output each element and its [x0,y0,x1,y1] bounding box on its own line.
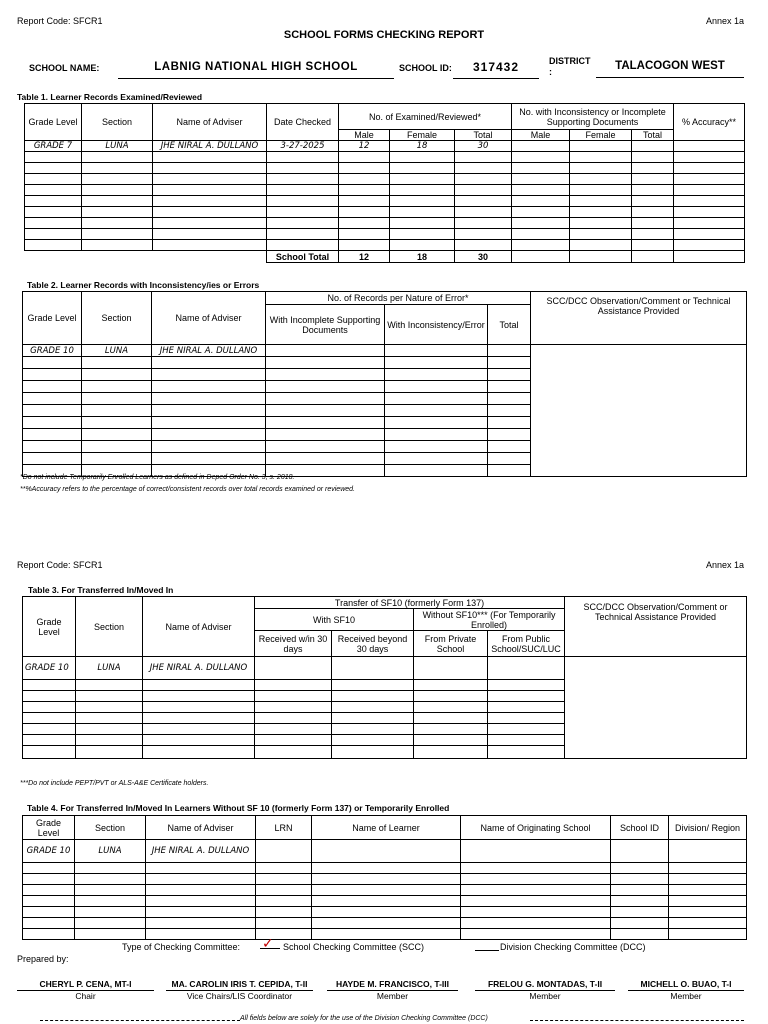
t2-section: LUNA [82,345,152,357]
footer-divider-right [530,1020,744,1021]
t3-grade: GRADE 10 [23,657,76,680]
dcc-label: Division Checking Committee (DCC) [500,942,646,952]
t4-h-origin: Name of Originating School [461,816,611,840]
page-title: SCHOOL FORMS CHECKING REPORT [283,29,485,41]
t1-h-date: Date Checked [267,104,339,141]
table4 [22,815,747,940]
t1-h-inconsistency: No. with Inconsistency or Incomplete Supporting Documents [512,104,674,130]
t1-st-female: 18 [390,251,455,263]
note-pept: ***Do not include PEPT/PVT or ALS-A&E Certificate holders. [20,780,209,787]
t2-h-total: Total [488,305,531,345]
t3-h-grade: Grade Level [23,597,76,657]
t3-h-private: From Private School [414,631,488,657]
signatory-name: MA. CAROLIN IRIS T. CEPIDA, T-II [166,979,313,991]
t2-h-incomplete: With Incomplete Supporting Documents [266,305,385,345]
t1-h-grade: Grade Level [25,104,82,141]
t1-h-section: Section [82,104,153,141]
t3-h-transfer: Transfer of SF10 (formerly Form 137) [255,597,565,609]
signatory-name: MICHELL O. BUAO, T-I [628,979,744,991]
district-value: TALACOGON WEST [596,56,744,78]
table-row [23,840,747,863]
t2-h-grade: Grade Level [23,292,82,345]
t1-date: 3-27-2025 [267,141,339,152]
note-accuracy: **%Accuracy refers to the percentage of correct/consistent records over total records examined or reviewed. [20,486,355,493]
signatory-member-2 [475,979,615,1002]
annex-label-2: Annex 1a [705,560,744,570]
t1-st-male: 12 [339,251,390,263]
district-label: DISTRICT : [549,56,591,77]
check-icon: ✓ [262,936,274,952]
dcc-checkbox-line[interactable] [475,950,499,951]
signatory-role: Member [376,991,409,1001]
committee-type-label: Type of Checking Committee: [122,942,241,952]
t1-grade: GRADE 7 [25,141,82,152]
signatory-name: HAYDE M. FRANCISCO, T-III [327,979,458,991]
signatory-chair [17,979,154,1002]
t3-h-without: Without SF10*** (For Temporarily Enrolled) [414,609,565,631]
annex-label: Annex 1a [705,16,744,26]
t1-h-accuracy: % Accuracy** [674,104,745,141]
t1-section: LUNA [82,141,153,152]
t1-adviser: JHE NIRAL A. DULLANO [153,141,267,152]
note-temporarily-enrolled: *Do not include Temporarily Enrolled Learners as defined in Deped Order No. 3, s. 2018. [20,474,295,481]
t4-h-adviser: Name of Adviser [146,816,256,840]
t4-h-learner: Name of Learner [312,816,461,840]
t4-h-schoolid: School ID [611,816,669,840]
t4-h-lrn: LRN [256,816,312,840]
t1-h-examined: No. of Examined/Reviewed* [339,104,512,130]
t1-h-total-inc: Total [632,130,674,141]
t1-female: 18 [390,141,455,152]
t2-observation-area[interactable] [531,345,747,477]
table-row [23,657,747,680]
t1-total: 30 [455,141,512,152]
table3 [22,596,747,759]
signatory-role: Chair [75,991,96,1001]
t3-observation-area[interactable] [565,657,747,759]
t4-h-section: Section [75,816,146,840]
report-code: Report Code: SFCR1 [17,16,103,26]
t2-h-inconsistency: With Inconsistency/Error [385,305,488,345]
t1-h-male: Male [339,130,390,141]
t3-h-section: Section [76,597,143,657]
t4-section: LUNA [75,840,146,863]
t2-adviser: JHE NIRAL A. DULLANO [152,345,266,357]
t1-h-male-inc: Male [512,130,570,141]
table-row [25,141,745,152]
t3-h-recvbeyond: Received beyond 30 days [332,631,414,657]
signatory-role: Member [529,991,561,1001]
footer-dcc-note: All fields below are solely for the use of the Division Checking Committee (DCC) [240,1015,488,1022]
t3-h-observation: SCC/DCC Observation/Comment or Technical Assistance Provided [565,597,747,657]
school-name-value: LABNIG NATIONAL HIGH SCHOOL [118,58,394,79]
table2-caption: Table 2. Learner Records with Inconsistency/ies or Errors [27,280,260,290]
scc-label: School Checking Committee (SCC) [283,942,425,952]
school-id-value: 317432 [453,58,539,79]
table3-caption: Table 3. For Transferred In/Moved In [28,585,174,595]
t2-h-nature: No. of Records per Nature of Error* [266,292,531,305]
signatory-role: Vice Chairs/LIS Coordinator [186,991,293,1001]
prepared-by-label: Prepared by: [17,954,69,964]
t2-h-section: Section [82,292,152,345]
table2 [22,291,747,477]
signatory-role: Member [670,991,702,1001]
t4-h-division: Division/ Region [669,816,747,840]
table1 [24,103,745,263]
school-id-label: SCHOOL ID: [399,63,452,73]
t4-adviser: JHE NIRAL A. DULLANO [146,840,256,863]
table1-caption: Table 1. Learner Records Examined/Reviewed [17,92,203,102]
signatory-member-3 [628,979,744,1002]
t1-h-female: Female [390,130,455,141]
t3-h-with: With SF10 [255,609,414,631]
t1-h-total: Total [455,130,512,141]
report-code-2: Report Code: SFCR1 [17,560,103,570]
t2-h-observation: SCC/DCC Observation/Comment or Technical Assistance Provided [531,292,747,345]
t1-school-total-label: School Total [267,251,339,263]
t1-h-adviser: Name of Adviser [153,104,267,141]
signatory-name: CHERYL P. CENA, MT-I [17,979,154,991]
t3-h-public: From Public School/SUC/LUC [488,631,565,657]
signatory-vice-chair [166,979,313,1002]
t4-h-grade: Grade Level [23,816,75,840]
t3-h-recv30: Received w/in 30 days [255,631,332,657]
t1-h-female-inc: Female [570,130,632,141]
t2-h-adviser: Name of Adviser [152,292,266,345]
signatory-name: FRELOU G. MONTADAS, T-II [475,979,615,991]
signatory-member-1 [327,979,458,1002]
t4-grade: GRADE 10 [23,840,75,863]
t1-male: 12 [339,141,390,152]
t1-st-total: 30 [455,251,512,263]
school-name-label: SCHOOL NAME: [29,63,100,73]
table4-caption: Table 4. For Transferred In/Moved In Learners Without SF 10 (formerly Form 137) or Temporarily Enrolled [27,803,450,813]
t3-h-adviser: Name of Adviser [143,597,255,657]
table-row [23,345,747,357]
t3-section: LUNA [76,657,143,680]
t3-adviser: JHE NIRAL A. DULLANO [143,657,255,680]
t2-grade: GRADE 10 [23,345,82,357]
footer-divider-left [40,1020,240,1021]
